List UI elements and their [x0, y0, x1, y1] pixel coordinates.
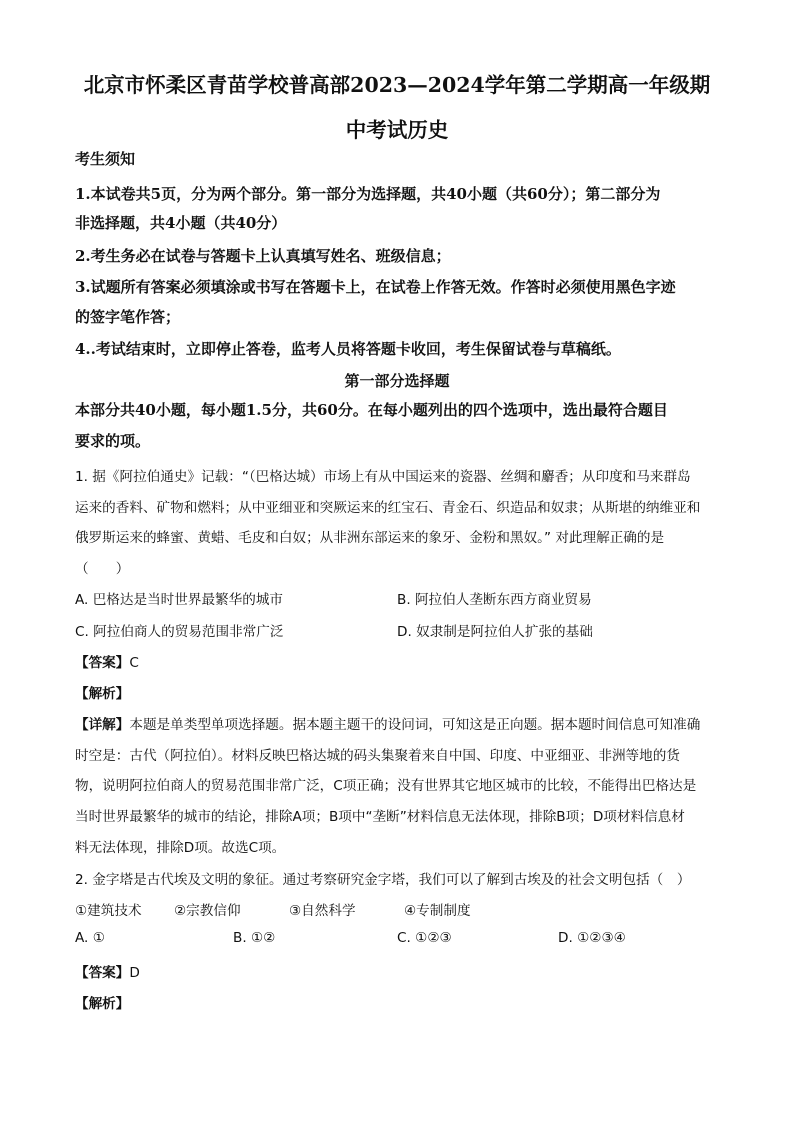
- question-1-stem: 1. 据《阿拉伯通史》记载：“（巴格达城）市场上有从中国运来的瓷器、丝绸和麝香；从印度和马来群岛: [75, 469, 691, 485]
- question-2-option-d: D. ①②③④: [558, 930, 626, 946]
- question-2-option-c: C. ①②③: [397, 930, 452, 946]
- answer-tag: 【答案】: [75, 655, 130, 671]
- question-2-answer: [75, 961, 140, 981]
- answer-tag: 【答案】: [75, 965, 130, 981]
- notice-item-2: 2.考生务必在试卷与答题卡上认真填写姓名、班级信息；: [75, 247, 451, 265]
- exam-title-line1: 北京市怀柔区青苗学校普高部2023—2024学年第二学期高一年级期: [83, 73, 711, 97]
- section-intro-cont: 要求的项。: [75, 432, 151, 450]
- question-1-detail-cont: 当时世界最繁华的城市的结论，排除A项；B项中“垄断”材料信息无法体现，排除B项；D项材料信息材: [75, 809, 685, 825]
- question-2-item-4: ④专制制度: [404, 903, 471, 919]
- question-1-stem-cont: 俄罗斯运来的蜂蜜、黄蜡、毛皮和白奴；从非洲东部运来的象牙、金粉和黑奴。” 对此理解正确的是: [75, 530, 665, 546]
- exam-title-line2: 中考试历史: [345, 118, 449, 142]
- question-1-option-b: B. 阿拉伯人垄断东西方商业贸易: [397, 592, 592, 608]
- question-1-detail-cont: 物，说明阿拉伯商人的贸易范围非常广泛，C项正确；没有世界其它地区城市的比较，不能得出巴格达是: [75, 778, 697, 794]
- question-1-detail: [75, 713, 700, 733]
- question-1-blank: （ ）: [75, 561, 130, 577]
- notice-item-1-cont: 非选择题，共4小题（共40分）: [75, 214, 287, 232]
- question-1-option-a: A. 巴格达是当时世界最繁华的城市: [75, 592, 284, 608]
- notice-heading: 考生须知: [75, 150, 136, 168]
- notice-item-3: 3.试题所有答案必须填涂或书写在答题卡上，在试卷上作答无效。作答时必须使用黑色字迹: [75, 278, 676, 296]
- question-2-stem: 2. 金字塔是古代埃及文明的象征。通过考察研究金字塔，我们可以了解到古埃及的社会文明包括（ ）: [75, 872, 691, 888]
- question-2-option-b: B. ①②: [233, 930, 276, 946]
- answer-value: D: [129, 965, 140, 981]
- question-1-detail-cont: 时空是：古代（阿拉伯）。材料反映巴格达城的码头集聚着来自中国、印度、中亚细亚、非洲等地的货: [75, 748, 680, 764]
- question-1-answer: [75, 651, 139, 671]
- question-2-analysis-tag: 【解析】: [75, 996, 130, 1012]
- question-1-option-d: D. 奴隶制是阿拉伯人扩张的基础: [397, 624, 593, 640]
- detail-tag: 【详解】: [75, 717, 130, 733]
- notice-item-1: 1.本试卷共5页，分为两个部分。第一部分为选择题，共40小题（共60分）；第二部分为: [75, 185, 661, 203]
- question-1-analysis-tag: 【解析】: [75, 686, 130, 702]
- notice-item-4: 4..考试结束时，立即停止答卷，监考人员将答题卡收回，考生保留试卷与草稿纸。: [75, 340, 621, 358]
- answer-value: C: [129, 655, 139, 671]
- notice-item-3-cont: 的签字笔作答；: [75, 308, 181, 326]
- question-2-item-1: ①建筑技术: [75, 903, 142, 919]
- question-1-option-c: C. 阿拉伯商人的贸易范围非常广泛: [75, 624, 284, 640]
- question-2-item-3: ③自然科学: [289, 903, 356, 919]
- detail-text: 本题是单类型单项选择题。据本题主题干的设问词，可知这是正向题。据本题时间信息可知准确: [129, 717, 701, 733]
- question-1-detail-cont: 料无法体现，排除D项。故选C项。: [75, 840, 286, 856]
- section-intro: 本部分共40小题，每小题1.5分，共60分。在每小题列出的四个选项中，选出最符合题目: [75, 401, 668, 419]
- question-2-option-a: A. ①: [75, 930, 105, 946]
- question-2-item-2: ②宗教信仰: [174, 903, 241, 919]
- section-heading: 第一部分选择题: [344, 372, 450, 390]
- question-1-stem-cont: 运来的香料、矿物和燃料；从中亚细亚和突厥运来的红宝石、青金石、织造品和奴隶；从斯堪的纳维亚和: [75, 500, 701, 516]
